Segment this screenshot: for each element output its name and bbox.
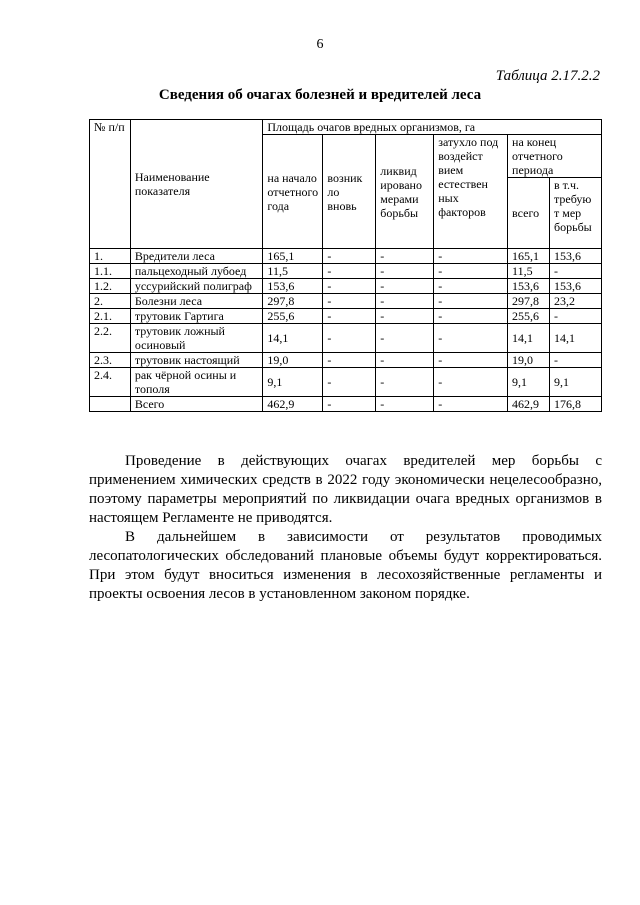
table-cell-new: - (323, 264, 376, 279)
table-cell-nat: - (434, 294, 508, 309)
table-title: Сведения об очагах болезней и вредителей леса (158, 87, 482, 103)
header-row-1 (90, 120, 602, 135)
table-cell-total: 19,0 (508, 353, 550, 368)
table-cell-need: 176,8 (549, 397, 601, 412)
header-liquidated: ликвид ировано мерами борьбы (376, 135, 434, 249)
table-cell-new: - (323, 309, 376, 324)
table-cell-start: 255,6 (263, 309, 323, 324)
table-row (90, 249, 602, 264)
table-cell-need: 9,1 (549, 368, 601, 397)
page-number: 6 (316, 37, 324, 52)
table-cell-liq: - (376, 353, 434, 368)
table-cell-new: - (323, 397, 376, 412)
table-cell-total: 462,9 (508, 397, 550, 412)
table-cell-liq: - (376, 397, 434, 412)
table-cell-name: уссурийский полиграф (130, 279, 263, 294)
table-cell-num: 1.2. (90, 279, 131, 294)
table-cell-name: Вредители леса (130, 249, 263, 264)
table-cell-new: - (323, 279, 376, 294)
table-cell-liq: - (376, 294, 434, 309)
table-row (90, 324, 602, 353)
table-cell-nat: - (434, 324, 508, 353)
table-cell-liq: - (376, 279, 434, 294)
table-cell-nat: - (434, 249, 508, 264)
table-cell-name: Болезни леса (130, 294, 263, 309)
table-cell-total: 153,6 (508, 279, 550, 294)
table-cell-num (90, 397, 131, 412)
table-cell-nat: - (434, 279, 508, 294)
table-cell-num: 2.4. (90, 368, 131, 397)
table-row (90, 353, 602, 368)
table-row (90, 294, 602, 309)
table-cell-liq: - (376, 264, 434, 279)
table-caption-id: Таблица 2.17.2.2 (495, 68, 600, 84)
table-cell-name: трутовик Гартига (130, 309, 263, 324)
table-cell-total: 165,1 (508, 249, 550, 264)
table-cell-nat: - (434, 353, 508, 368)
table-cell-start: 14,1 (263, 324, 323, 353)
table-cell-liq: - (376, 368, 434, 397)
table-cell-num: 2.3. (90, 353, 131, 368)
header-start: на начало отчетного года (263, 135, 323, 249)
table-cell-start: 19,0 (263, 353, 323, 368)
table-row (90, 279, 602, 294)
table-cell-need: 23,2 (549, 294, 601, 309)
table-cell-name: рак чёрной осины и тополя (130, 368, 263, 397)
table-row (90, 368, 602, 397)
table-cell-num: 2.1. (90, 309, 131, 324)
table-row (90, 309, 602, 324)
table-cell-liq: - (376, 324, 434, 353)
table-cell-start: 11,5 (263, 264, 323, 279)
header-natural: затухло под воздейст вием естествен ных факторов (434, 135, 508, 249)
table-cell-need: 153,6 (549, 249, 601, 264)
table-cell-num: 1.1. (90, 264, 131, 279)
table-cell-nat: - (434, 309, 508, 324)
table-cell-new: - (323, 353, 376, 368)
header-new: возник ло вновь (323, 135, 376, 249)
header-total: всего (508, 178, 550, 249)
table-cell-new: - (323, 249, 376, 264)
header-need: в т.ч. требую т мер борьбы (549, 178, 601, 249)
table-cell-start: 462,9 (263, 397, 323, 412)
table-cell-need: - (549, 353, 601, 368)
table-cell-need: 14,1 (549, 324, 601, 353)
header-name: Наименование показателя (130, 120, 263, 249)
table-cell-name: пальцеходный лубоед (130, 264, 263, 279)
table-cell-total: 297,8 (508, 294, 550, 309)
paragraph: Проведение в действующих очагах вредителей мер борьбы с применением химических средств в 2022 году экономически нецелесообразно, поэтому параметры мероприятий по ликвидации очага вредных организмов в настоящем Регламенте не приводятся. (89, 453, 602, 526)
table-cell-new: - (323, 368, 376, 397)
table-cell-start: 153,6 (263, 279, 323, 294)
table-cell-name: трутовик настоящий (130, 353, 263, 368)
table-cell-total: 9,1 (508, 368, 550, 397)
table-cell-total: 255,6 (508, 309, 550, 324)
body-text (89, 452, 602, 604)
table-cell-nat: - (434, 264, 508, 279)
table-cell-nat: - (434, 397, 508, 412)
table-cell-start: 165,1 (263, 249, 323, 264)
table-cell-need: 153,6 (549, 279, 601, 294)
pest-foci-table (89, 119, 602, 412)
table-cell-start: 9,1 (263, 368, 323, 397)
table-cell-name: трутовик ложный осиновый (130, 324, 263, 353)
table-cell-num: 1. (90, 249, 131, 264)
table-cell-start: 297,8 (263, 294, 323, 309)
table-cell-liq: - (376, 309, 434, 324)
table-cell-liq: - (376, 249, 434, 264)
table-cell-need: - (549, 264, 601, 279)
table-cell-new: - (323, 324, 376, 353)
table-row (90, 397, 602, 412)
table-cell-new: - (323, 294, 376, 309)
table-row (90, 264, 602, 279)
table-cell-nat: - (434, 368, 508, 397)
table-cell-total: 11,5 (508, 264, 550, 279)
table-cell-total: 14,1 (508, 324, 550, 353)
table-cell-need: - (549, 309, 601, 324)
header-area: Площадь очагов вредных организмов, га (263, 120, 602, 135)
paragraph: В дальнейшем в зависимости от результатов проводимых лесопатологических обследований плановые объемы будут корректироваться. При этом будут вноситься изменения в лесохозяйственные регламенты и проекты освоения лесов в установленном законом порядке. (89, 529, 602, 602)
header-num: № п/п (90, 120, 131, 249)
table-cell-num: 2. (90, 294, 131, 309)
table-cell-num: 2.2. (90, 324, 131, 353)
table-cell-name: Всего (130, 397, 263, 412)
header-end: на конец отчетного периода (508, 135, 602, 178)
